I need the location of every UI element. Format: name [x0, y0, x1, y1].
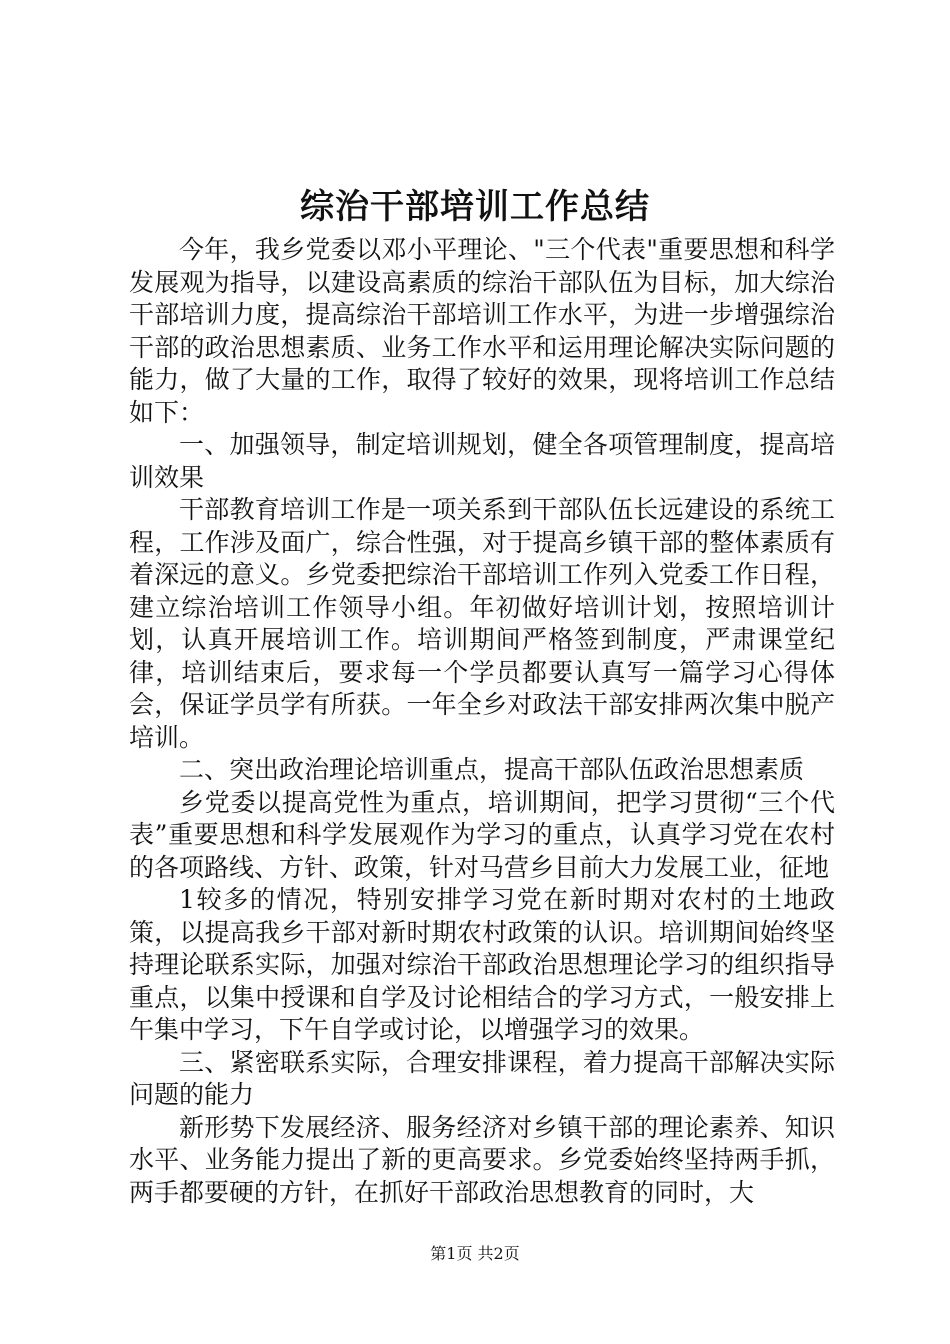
section-3-paragraph: 新形势下发展经济、服务经济对乡镇干部的理论素养、知识水平、业务能力提出了新的更高要求。乡党委始终坚持两手抓，两手都要硬的方针，在抓好干部政治思想教育的同时，大: [129, 1112, 835, 1207]
document-body: [129, 234, 835, 1209]
section-3-heading: 三、紧密联系实际，合理安排课程，着力提高干部解决实际问题的能力: [129, 1047, 835, 1109]
intro-paragraph: 今年，我乡党委以邓小平理论、"三个代表"重要思想和科学发展观为指导，以建设高素质的综治干部队伍为目标，加大综治干部培训力度，提高综治干部培训工作水平，为进一步增强综治干部的政治思想素质、业务工作水平和运用理论解决实际问题的能力，做了大量的工作，取得了较好的效果，现将培训工作总结如下：: [129, 235, 835, 427]
page-footer: 第1页 共2页: [430, 1244, 520, 1263]
document-title: 综治干部培训工作总结: [300, 187, 650, 227]
section-2-paragraph-continued: 1较多的情况，特别安排学习党在新时期对农村的土地政策，以提高我乡干部对新时期农村政策的认识。培训期间始终坚持理论联系实际，加强对综治干部政治思想理论学习的组织指导重点，以集中授课和自学及讨论相结合的学习方式，一般安排上午集中学习，下午自学或讨论，以增强学习的效果。: [129, 885, 835, 1044]
section-1-heading: 一、加强领导，制定培训规划，健全各项管理制度，提高培训效果: [129, 430, 835, 492]
section-2-paragraph: 乡党委以提高党性为重点，培训期间，把学习贯彻“三个代表”重要思想和科学发展观作为学习的重点，认真学习党在农村的各项路线、方针、政策，针对马营乡目前大力发展工业，征地: [129, 787, 835, 882]
section-1-paragraph: 干部教育培训工作是一项关系到干部队伍长远建设的系统工程，工作涉及面广，综合性强，对于提高乡镇干部的整体素质有着深远的意义。乡党委把综治干部培训工作列入党委工作日程，建立综治培训工作领导小组。年初做好培训计划，按照培训计划，认真开展培训工作。培训期间严格签到制度，严肃课堂纪律，培训结束后，要求每一个学员都要认真写一篇学习心得体会，保证学员学有所获。一年全乡对政法干部安排两次集中脱产培训。: [129, 495, 835, 752]
section-2-heading: 二、突出政治理论培训重点，提高干部队伍政治思想素质: [179, 755, 805, 784]
